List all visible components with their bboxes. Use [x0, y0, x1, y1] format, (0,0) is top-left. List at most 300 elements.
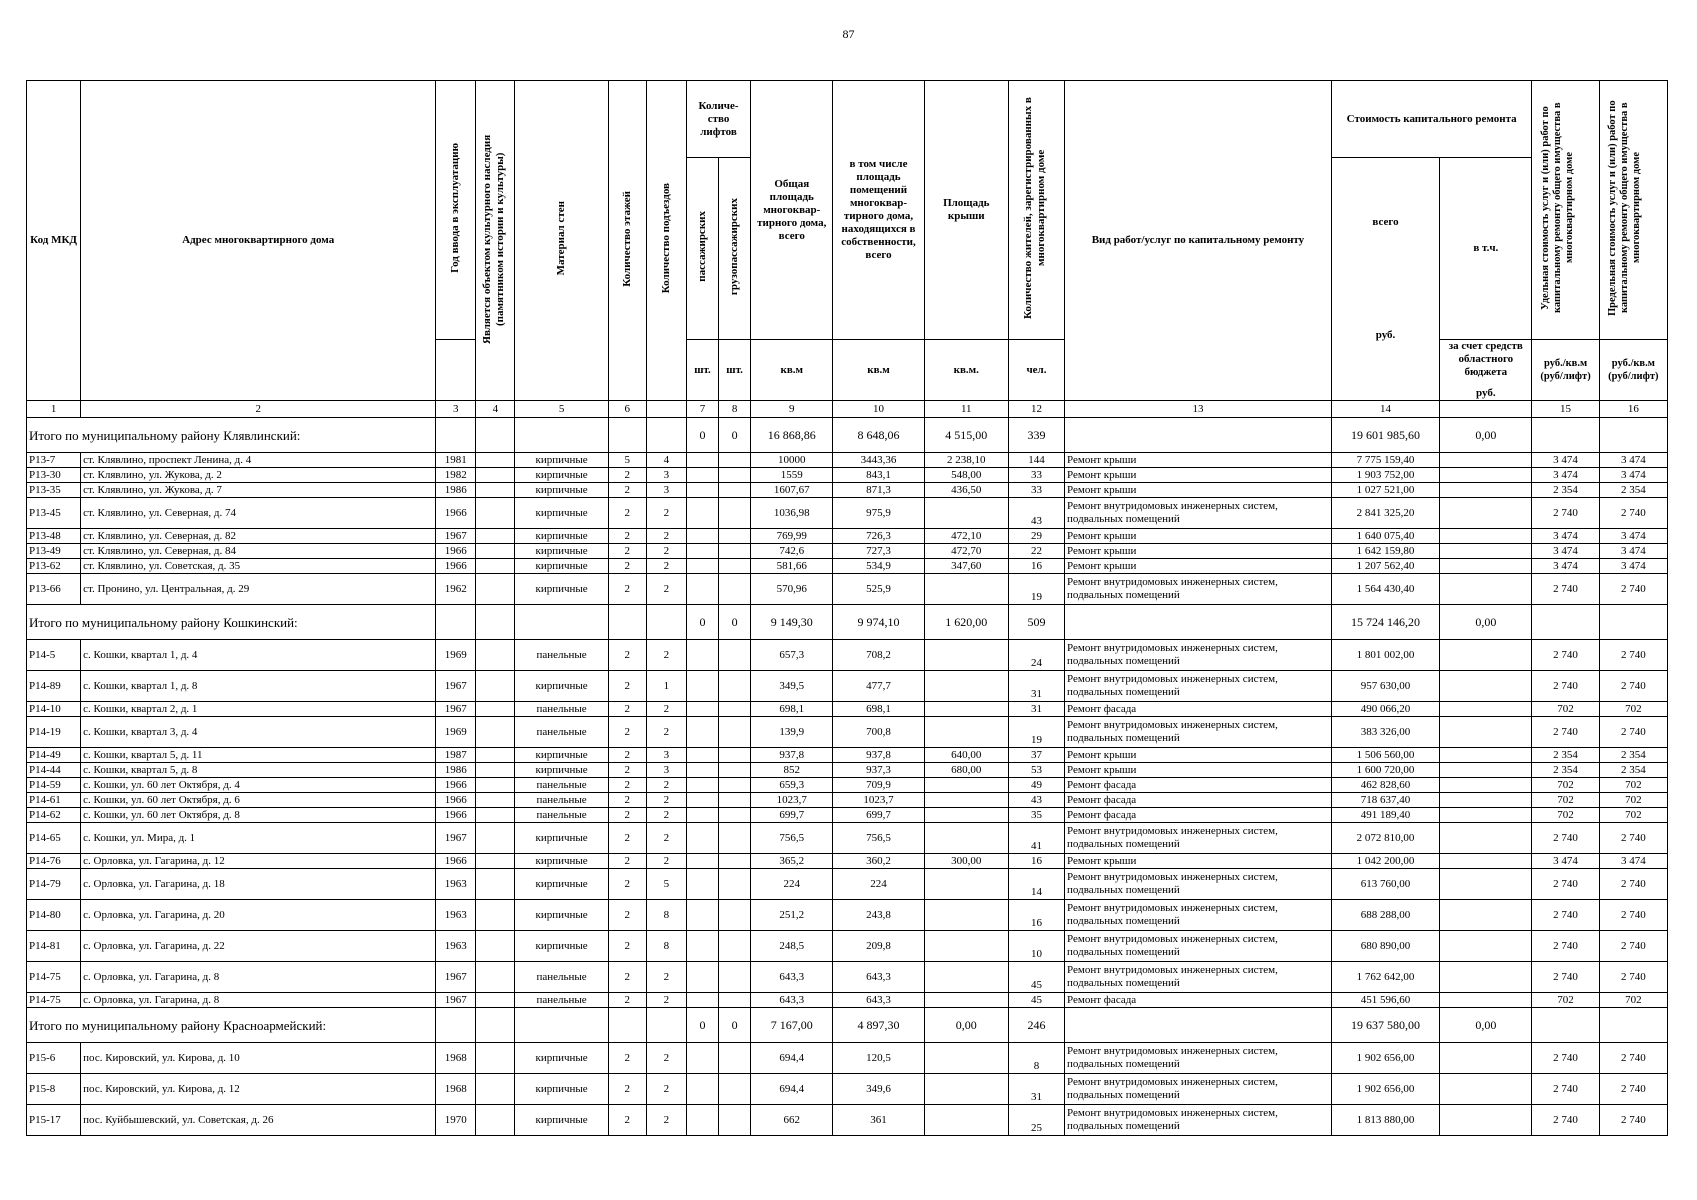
row-material: кирпичные [515, 559, 608, 574]
total-residents: 509 [1008, 605, 1064, 640]
row-heritage [476, 793, 515, 808]
column-number: 1 [27, 401, 81, 418]
row-cost-regional [1440, 823, 1532, 854]
header-cost-incl: в т.ч. [1440, 158, 1532, 340]
row-lifts-pass [686, 468, 718, 483]
row-total-area: 139,9 [751, 717, 833, 748]
row-entrances: 2 [646, 702, 686, 717]
row-max-cost: 3 474 [1599, 468, 1667, 483]
row-material: кирпичные [515, 854, 608, 869]
row-max-cost: 2 740 [1599, 823, 1667, 854]
header-address: Адрес многоквартирного дома [81, 81, 436, 401]
row-floors: 2 [608, 993, 646, 1008]
row-entrances: 2 [646, 778, 686, 793]
row-lifts-cargo [719, 1043, 751, 1074]
row-material: кирпичные [515, 574, 608, 605]
row-floors: 2 [608, 808, 646, 823]
total-roof-area: 1 620,00 [924, 605, 1008, 640]
row-lifts-pass [686, 1105, 718, 1136]
row-lifts-cargo [719, 640, 751, 671]
unit-cost-total: руб. [1375, 329, 1396, 341]
row-max-cost: 702 [1599, 702, 1667, 717]
row-lifts-pass [686, 1074, 718, 1105]
row-heritage [476, 778, 515, 793]
empty-cell [436, 1008, 476, 1043]
row-owned-area: 727,3 [833, 544, 924, 559]
table-row [27, 468, 1668, 483]
row-floors: 2 [608, 763, 646, 778]
header-lifts: Количе-ство лифтов [686, 81, 750, 158]
row-max-cost: 2 740 [1599, 931, 1667, 962]
row-address: ст. Клявлино, ул. Жукова, д. 7 [81, 483, 436, 498]
row-entrances: 2 [646, 793, 686, 808]
row-floors: 2 [608, 498, 646, 529]
row-residents: 49 [1008, 778, 1064, 793]
row-max-cost: 702 [1599, 808, 1667, 823]
row-code: Р13-45 [27, 498, 81, 529]
total-cost: 19 601 985,60 [1331, 418, 1439, 453]
total-cost-regional: 0,00 [1440, 1008, 1532, 1043]
row-address: с. Орловка, ул. Гагарина, д. 8 [81, 962, 436, 993]
row-lifts-pass [686, 640, 718, 671]
row-cost: 1 207 562,40 [1331, 559, 1439, 574]
row-address: ст. Клявлино, ул. Жукова, д. 2 [81, 468, 436, 483]
row-roof-area [924, 823, 1008, 854]
district-total-label: Итого по муниципальному району Красноармейский: [27, 1008, 436, 1043]
row-work-type: Ремонт крыши [1065, 559, 1332, 574]
row-address: пос. Кировский, ул. Кирова, д. 12 [81, 1074, 436, 1105]
row-work-type: Ремонт фасада [1065, 993, 1332, 1008]
row-unit-cost: 2 740 [1532, 640, 1599, 671]
row-lifts-pass [686, 808, 718, 823]
row-residents: 10 [1008, 931, 1064, 962]
row-entrances: 2 [646, 529, 686, 544]
row-lifts-pass [686, 483, 718, 498]
row-material: кирпичные [515, 544, 608, 559]
row-material: кирпичные [515, 900, 608, 931]
row-heritage [476, 544, 515, 559]
total-cost-regional: 0,00 [1440, 605, 1532, 640]
unit-cost-regional: руб. [1476, 387, 1496, 399]
row-unit-cost: 3 474 [1532, 854, 1599, 869]
row-owned-area: 534,9 [833, 559, 924, 574]
row-entrances: 8 [646, 931, 686, 962]
row-lifts-pass [686, 702, 718, 717]
row-entrances: 2 [646, 717, 686, 748]
row-lifts-cargo [719, 808, 751, 823]
header-unit-cost: Удельная стоимость услуг и (или) работ по капитальному ремонту общего имущества в многоквартирном доме [1532, 81, 1599, 340]
row-heritage [476, 529, 515, 544]
table-row [27, 763, 1668, 778]
table-row [27, 498, 1668, 529]
row-unit-cost: 3 474 [1532, 544, 1599, 559]
row-total-area: 581,66 [751, 559, 833, 574]
row-work-type: Ремонт внутридомовых инженерных систем, подвальных помещений [1065, 1043, 1332, 1074]
row-lifts-pass [686, 823, 718, 854]
row-code: Р14-10 [27, 702, 81, 717]
row-roof-area: 347,60 [924, 559, 1008, 574]
row-address: ст. Клявлино, проспект Ленина, д. 4 [81, 453, 436, 468]
row-address: с. Орловка, ул. Гагарина, д. 18 [81, 869, 436, 900]
table-row [27, 574, 1668, 605]
row-year: 1967 [436, 823, 476, 854]
row-unit-cost: 2 740 [1532, 1074, 1599, 1105]
row-material: панельные [515, 640, 608, 671]
row-roof-area: 472,10 [924, 529, 1008, 544]
row-heritage [476, 559, 515, 574]
row-lifts-cargo [719, 793, 751, 808]
row-total-area: 1023,7 [751, 793, 833, 808]
row-total-area: 248,5 [751, 931, 833, 962]
row-entrances: 3 [646, 748, 686, 763]
table-row [27, 748, 1668, 763]
row-floors: 2 [608, 574, 646, 605]
row-owned-area: 209,8 [833, 931, 924, 962]
table-row [27, 1074, 1668, 1105]
row-residents: 14 [1008, 869, 1064, 900]
row-owned-area: 360,2 [833, 854, 924, 869]
row-cost: 1 027 521,00 [1331, 483, 1439, 498]
row-lifts-cargo [719, 671, 751, 702]
unit-residents: чел. [1008, 340, 1064, 401]
row-address: с. Орловка, ул. Гагарина, д. 22 [81, 931, 436, 962]
row-work-type: Ремонт крыши [1065, 748, 1332, 763]
header-code: Код МКД [27, 81, 81, 401]
row-unit-cost: 2 740 [1532, 869, 1599, 900]
row-entrances: 2 [646, 574, 686, 605]
district-total-label: Итого по муниципальному району Кошкинский: [27, 605, 436, 640]
row-entrances: 2 [646, 993, 686, 1008]
row-total-area: 10000 [751, 453, 833, 468]
row-year: 1967 [436, 993, 476, 1008]
row-work-type: Ремонт фасада [1065, 793, 1332, 808]
row-cost-regional [1440, 468, 1532, 483]
row-address: с. Кошки, квартал 5, д. 11 [81, 748, 436, 763]
row-heritage [476, 869, 515, 900]
row-heritage [476, 468, 515, 483]
row-material: панельные [515, 808, 608, 823]
row-material: кирпичные [515, 468, 608, 483]
row-entrances: 3 [646, 763, 686, 778]
row-year: 1982 [436, 468, 476, 483]
row-year: 1966 [436, 778, 476, 793]
header-cost-regional-label: за счет средств областного бюджета [1448, 340, 1523, 378]
row-work-type: Ремонт внутридомовых инженерных систем, подвальных помещений [1065, 1074, 1332, 1105]
row-total-area: 698,1 [751, 702, 833, 717]
row-max-cost: 2 740 [1599, 717, 1667, 748]
row-residents: 16 [1008, 559, 1064, 574]
row-max-cost: 2 740 [1599, 1074, 1667, 1105]
row-owned-area: 3443,36 [833, 453, 924, 468]
row-heritage [476, 717, 515, 748]
row-entrances: 2 [646, 498, 686, 529]
row-heritage [476, 1043, 515, 1074]
row-work-type: Ремонт крыши [1065, 483, 1332, 498]
empty-cell [436, 418, 476, 453]
header-heritage: Является объектом культурного наследия (памятником истории и культуры) [476, 81, 515, 401]
row-address: с. Кошки, ул. 60 лет Октября, д. 4 [81, 778, 436, 793]
row-unit-cost: 2 740 [1532, 498, 1599, 529]
empty-cell [476, 1008, 515, 1043]
total-owned-area: 4 897,30 [833, 1008, 924, 1043]
row-cost-regional [1440, 483, 1532, 498]
row-heritage [476, 1105, 515, 1136]
row-lifts-cargo [719, 544, 751, 559]
row-residents: 45 [1008, 962, 1064, 993]
row-year: 1968 [436, 1074, 476, 1105]
row-cost: 451 596,60 [1331, 993, 1439, 1008]
row-work-type: Ремонт внутридомовых инженерных систем, подвальных помещений [1065, 931, 1332, 962]
row-max-cost: 3 474 [1599, 559, 1667, 574]
row-unit-cost: 2 740 [1532, 962, 1599, 993]
total-area: 16 868,86 [751, 418, 833, 453]
row-owned-area: 871,3 [833, 483, 924, 498]
total-cost: 19 637 580,00 [1331, 1008, 1439, 1043]
row-cost: 1 642 159,80 [1331, 544, 1439, 559]
empty-cell [608, 605, 646, 640]
row-material: кирпичные [515, 453, 608, 468]
row-heritage [476, 931, 515, 962]
row-lifts-pass [686, 498, 718, 529]
row-floors: 2 [608, 962, 646, 993]
row-work-type: Ремонт внутридомовых инженерных систем, подвальных помещений [1065, 574, 1332, 605]
row-heritage [476, 962, 515, 993]
row-max-cost: 3 474 [1599, 529, 1667, 544]
row-roof-area [924, 793, 1008, 808]
row-unit-cost: 2 740 [1532, 900, 1599, 931]
row-total-area: 742,6 [751, 544, 833, 559]
row-lifts-cargo [719, 702, 751, 717]
total-area: 7 167,00 [751, 1008, 833, 1043]
row-total-area: 699,7 [751, 808, 833, 823]
empty-cell [608, 418, 646, 453]
row-entrances: 2 [646, 640, 686, 671]
row-lifts-cargo [719, 962, 751, 993]
row-lifts-cargo [719, 574, 751, 605]
row-max-cost: 2 740 [1599, 1043, 1667, 1074]
row-roof-area [924, 778, 1008, 793]
row-code: Р14-79 [27, 869, 81, 900]
row-entrances: 3 [646, 468, 686, 483]
row-max-cost: 3 474 [1599, 453, 1667, 468]
total-lifts-pass: 0 [686, 418, 718, 453]
row-entrances: 2 [646, 559, 686, 574]
row-floors: 2 [608, 748, 646, 763]
row-work-type: Ремонт внутридомовых инженерных систем, подвальных помещений [1065, 671, 1332, 702]
table-row [27, 702, 1668, 717]
row-total-area: 1607,67 [751, 483, 833, 498]
row-owned-area: 643,3 [833, 993, 924, 1008]
row-material: панельные [515, 993, 608, 1008]
row-floors: 2 [608, 1074, 646, 1105]
empty-cell [1532, 605, 1599, 640]
row-cost-regional [1440, 763, 1532, 778]
row-residents: 16 [1008, 854, 1064, 869]
table-row [27, 808, 1668, 823]
district-total-row [27, 1008, 1668, 1043]
row-lifts-cargo [719, 453, 751, 468]
row-material: панельные [515, 778, 608, 793]
row-roof-area [924, 640, 1008, 671]
row-work-type: Ремонт крыши [1065, 854, 1332, 869]
row-owned-area: 843,1 [833, 468, 924, 483]
row-lifts-pass [686, 793, 718, 808]
row-cost: 1 564 430,40 [1331, 574, 1439, 605]
row-total-area: 657,3 [751, 640, 833, 671]
row-year: 1962 [436, 574, 476, 605]
row-cost: 491 189,40 [1331, 808, 1439, 823]
row-work-type: Ремонт крыши [1065, 529, 1332, 544]
row-lifts-pass [686, 931, 718, 962]
row-total-area: 694,4 [751, 1043, 833, 1074]
total-residents: 339 [1008, 418, 1064, 453]
row-lifts-cargo [719, 823, 751, 854]
row-owned-area: 1023,7 [833, 793, 924, 808]
district-total-label: Итого по муниципальному району Клявлинский: [27, 418, 436, 453]
row-entrances: 2 [646, 962, 686, 993]
row-work-type: Ремонт внутридомовых инженерных систем, подвальных помещений [1065, 900, 1332, 931]
row-year: 1963 [436, 931, 476, 962]
row-lifts-cargo [719, 498, 751, 529]
row-code: Р14-65 [27, 823, 81, 854]
row-address: ст. Клявлино, ул. Северная, д. 74 [81, 498, 436, 529]
row-max-cost: 2 354 [1599, 763, 1667, 778]
row-cost: 1 640 075,40 [1331, 529, 1439, 544]
row-heritage [476, 498, 515, 529]
total-owned-area: 9 974,10 [833, 605, 924, 640]
empty-cell [515, 605, 608, 640]
row-work-type: Ремонт внутридомовых инженерных систем, подвальных помещений [1065, 1105, 1332, 1136]
unit-unit-cost: руб./кв.м (руб/лифт) [1532, 340, 1599, 401]
row-residents: 19 [1008, 717, 1064, 748]
row-roof-area [924, 671, 1008, 702]
row-max-cost: 2 740 [1599, 900, 1667, 931]
row-material: кирпичные [515, 823, 608, 854]
row-floors: 2 [608, 544, 646, 559]
row-lifts-pass [686, 900, 718, 931]
row-year: 1967 [436, 671, 476, 702]
row-roof-area [924, 900, 1008, 931]
row-unit-cost: 2 740 [1532, 823, 1599, 854]
row-cost-regional [1440, 854, 1532, 869]
row-cost: 462 828,60 [1331, 778, 1439, 793]
row-floors: 2 [608, 869, 646, 900]
row-cost-regional [1440, 1043, 1532, 1074]
row-work-type: Ремонт крыши [1065, 468, 1332, 483]
row-code: Р14-61 [27, 793, 81, 808]
row-total-area: 659,3 [751, 778, 833, 793]
row-work-type: Ремонт крыши [1065, 453, 1332, 468]
row-residents: 41 [1008, 823, 1064, 854]
row-year: 1986 [436, 763, 476, 778]
row-cost-regional [1440, 748, 1532, 763]
column-number: 13 [1065, 401, 1332, 418]
row-residents: 45 [1008, 993, 1064, 1008]
row-code: Р15-17 [27, 1105, 81, 1136]
row-cost: 688 288,00 [1331, 900, 1439, 931]
row-cost-regional [1440, 962, 1532, 993]
row-cost: 1 813 880,00 [1331, 1105, 1439, 1136]
row-entrances: 4 [646, 453, 686, 468]
row-unit-cost: 2 354 [1532, 483, 1599, 498]
row-entrances: 2 [646, 544, 686, 559]
row-floors: 2 [608, 559, 646, 574]
row-total-area: 251,2 [751, 900, 833, 931]
row-code: Р14-19 [27, 717, 81, 748]
row-year: 1969 [436, 717, 476, 748]
row-floors: 2 [608, 671, 646, 702]
row-roof-area: 548,00 [924, 468, 1008, 483]
row-heritage [476, 748, 515, 763]
row-total-area: 349,5 [751, 671, 833, 702]
row-entrances: 2 [646, 1074, 686, 1105]
row-cost-regional [1440, 671, 1532, 702]
header-lifts-cargo: грузопассажирских [719, 158, 751, 340]
empty-cell [476, 418, 515, 453]
row-code: Р13-66 [27, 574, 81, 605]
row-material: панельные [515, 717, 608, 748]
row-lifts-cargo [719, 778, 751, 793]
row-cost: 2 072 810,00 [1331, 823, 1439, 854]
row-heritage [476, 823, 515, 854]
row-cost: 613 760,00 [1331, 869, 1439, 900]
column-number: 14 [1331, 401, 1439, 418]
row-residents: 43 [1008, 793, 1064, 808]
empty-cell [608, 1008, 646, 1043]
row-address: с. Кошки, ул. 60 лет Октября, д. 6 [81, 793, 436, 808]
row-lifts-cargo [719, 1074, 751, 1105]
row-cost: 2 841 325,20 [1331, 498, 1439, 529]
row-cost-regional [1440, 931, 1532, 962]
row-lifts-cargo [719, 1105, 751, 1136]
row-code: Р14-81 [27, 931, 81, 962]
row-roof-area [924, 1043, 1008, 1074]
row-total-area: 937,8 [751, 748, 833, 763]
row-cost: 1 903 752,00 [1331, 468, 1439, 483]
row-heritage [476, 702, 515, 717]
row-cost: 1 801 002,00 [1331, 640, 1439, 671]
unit-year [436, 340, 476, 401]
row-floors: 2 [608, 640, 646, 671]
row-code: Р13-48 [27, 529, 81, 544]
row-max-cost: 2 740 [1599, 671, 1667, 702]
empty-cell [1065, 418, 1332, 453]
row-roof-area: 436,50 [924, 483, 1008, 498]
column-number: 11 [924, 401, 1008, 418]
table-row [27, 993, 1668, 1008]
row-floors: 2 [608, 931, 646, 962]
row-roof-area [924, 1074, 1008, 1105]
row-material: кирпичные [515, 671, 608, 702]
row-lifts-cargo [719, 748, 751, 763]
row-code: Р14-76 [27, 854, 81, 869]
row-heritage [476, 483, 515, 498]
row-heritage [476, 453, 515, 468]
row-residents: 31 [1008, 671, 1064, 702]
row-floors: 2 [608, 1043, 646, 1074]
header-cost-regional [1440, 340, 1532, 401]
row-residents: 8 [1008, 1043, 1064, 1074]
row-cost-regional [1440, 1074, 1532, 1105]
row-cost-regional [1440, 640, 1532, 671]
row-cost: 718 637,40 [1331, 793, 1439, 808]
row-unit-cost: 2 740 [1532, 717, 1599, 748]
row-cost-regional [1440, 574, 1532, 605]
table-row [27, 962, 1668, 993]
row-entrances: 2 [646, 1043, 686, 1074]
row-lifts-pass [686, 671, 718, 702]
row-cost: 1 600 720,00 [1331, 763, 1439, 778]
